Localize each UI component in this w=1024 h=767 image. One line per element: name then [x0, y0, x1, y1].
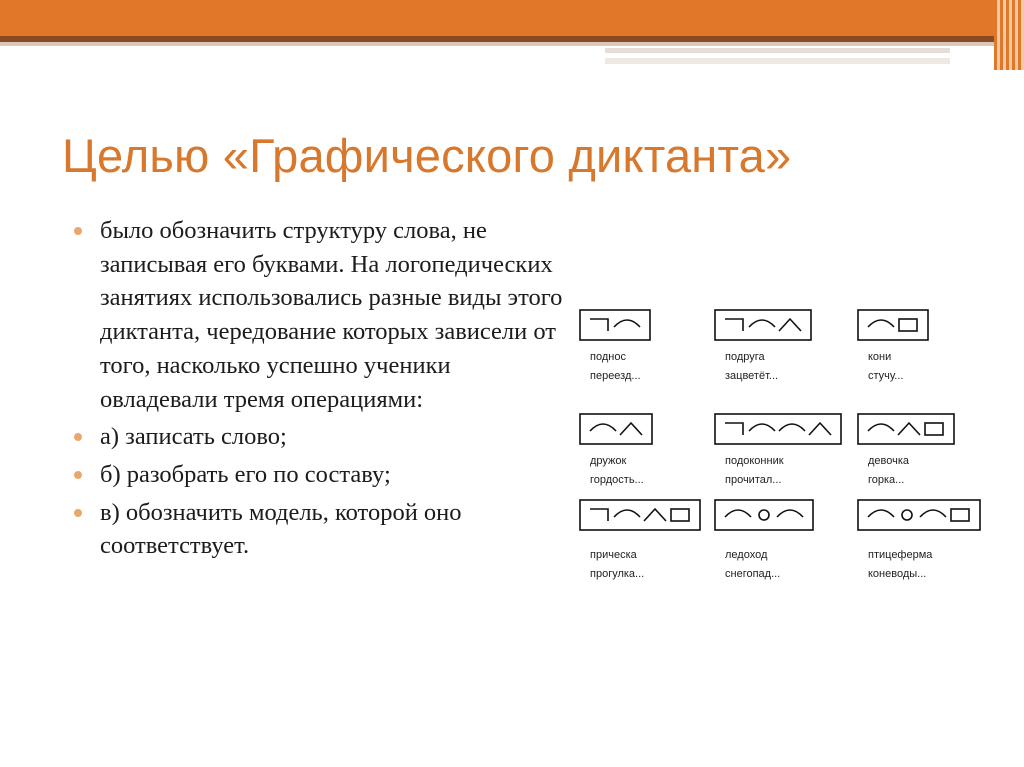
scheme-caption-line: переезд...	[590, 370, 641, 382]
scheme-caption	[590, 452, 644, 490]
scheme-caption	[725, 452, 784, 490]
scheme-caption-line: стучу...	[868, 370, 904, 382]
word-scheme-grid	[570, 296, 990, 596]
root-mark	[590, 424, 616, 431]
suffix-mark	[898, 423, 920, 435]
root-mark	[725, 510, 751, 517]
scheme-box	[715, 500, 813, 530]
scheme-caption-line: поднос	[590, 351, 626, 363]
header-light-stripe	[605, 58, 950, 64]
bullet-item	[72, 458, 572, 492]
prefix-mark	[725, 319, 743, 331]
root-mark	[749, 320, 775, 327]
bullet-text: в) обозначить модель, которой оно соответствует.	[100, 498, 462, 560]
root-mark	[868, 510, 894, 517]
bullet-dot-icon	[74, 509, 82, 517]
root-mark	[749, 424, 775, 431]
scheme-caption	[590, 348, 641, 386]
scheme-caption-line: подоконник	[725, 455, 784, 467]
scheme-box	[858, 500, 980, 530]
root-mark	[868, 424, 894, 431]
scheme-caption-line: дружок	[590, 455, 627, 467]
bullet-text: а) записать слово;	[100, 423, 287, 451]
ending-mark	[671, 509, 689, 521]
scheme-caption-line: птицеферма	[868, 549, 933, 561]
scheme-box	[580, 414, 652, 444]
scheme-caption	[725, 348, 778, 386]
scheme-caption-line: снегопад...	[725, 568, 781, 580]
bullet-dot-icon	[74, 227, 82, 235]
scheme-box	[715, 310, 811, 340]
scheme-caption	[868, 452, 909, 490]
header-light-stripe	[605, 48, 950, 53]
slide-title: Целью «Графического диктанта»	[62, 129, 792, 182]
scheme-caption	[725, 546, 780, 584]
header-orange-stripe	[0, 0, 1000, 36]
scheme-caption-line: кони	[868, 351, 892, 363]
bullet-dot-icon	[74, 471, 82, 479]
bullet-dot-icon	[74, 433, 82, 441]
scheme-box	[858, 414, 954, 444]
scheme-caption-line: ледоход	[725, 549, 768, 561]
root-mark	[868, 320, 894, 327]
suffix-mark	[620, 423, 642, 435]
scheme-caption-line: прочитал...	[725, 474, 782, 486]
bullet-text: было обозначить структуру слова, не записывая его буквами. На логопедических занятиях использовались разные виды этого диктанта, чередование которых зависели от того, насколько успешно ученики овладевали тремя операциями:	[100, 217, 563, 413]
suffix-mark	[809, 423, 831, 435]
connector-mark	[759, 510, 769, 520]
scheme-caption-line: горка...	[868, 474, 905, 486]
scheme-caption-line: коневоды...	[868, 568, 927, 580]
scheme-caption-line: прическа	[590, 549, 637, 561]
scheme-box	[715, 414, 841, 444]
ending-mark	[951, 509, 969, 521]
scheme-caption	[868, 546, 932, 584]
slide-body	[72, 214, 572, 567]
root-mark	[614, 510, 640, 517]
connector-mark	[902, 510, 912, 520]
root-mark	[920, 510, 946, 517]
root-mark	[614, 320, 640, 327]
bullet-text: б) разобрать его по составу;	[100, 460, 391, 488]
scheme-caption-line: гордость...	[590, 474, 644, 486]
bullet-item	[72, 214, 572, 416]
scheme-caption-line: подруга	[725, 351, 765, 363]
bullet-item	[72, 420, 572, 454]
scheme-caption	[590, 546, 644, 584]
header-stripe-end	[994, 0, 1024, 70]
decorative-header-band	[0, 0, 1024, 70]
prefix-mark	[725, 423, 743, 435]
ending-mark	[899, 319, 917, 331]
prefix-mark	[590, 319, 608, 331]
suffix-mark	[779, 319, 801, 331]
header-light-stripe	[0, 42, 1000, 46]
scheme-caption-line: прогулка...	[590, 568, 645, 580]
prefix-mark	[590, 509, 608, 521]
scheme-caption-line: зацветёт...	[725, 370, 779, 382]
scheme-caption	[868, 348, 903, 386]
root-mark	[777, 510, 803, 517]
scheme-box	[580, 500, 700, 530]
ending-mark	[925, 423, 943, 435]
suffix-mark	[644, 509, 666, 521]
root-mark	[779, 424, 805, 431]
bullet-item	[72, 496, 572, 563]
scheme-caption-line: девочка	[868, 455, 910, 467]
